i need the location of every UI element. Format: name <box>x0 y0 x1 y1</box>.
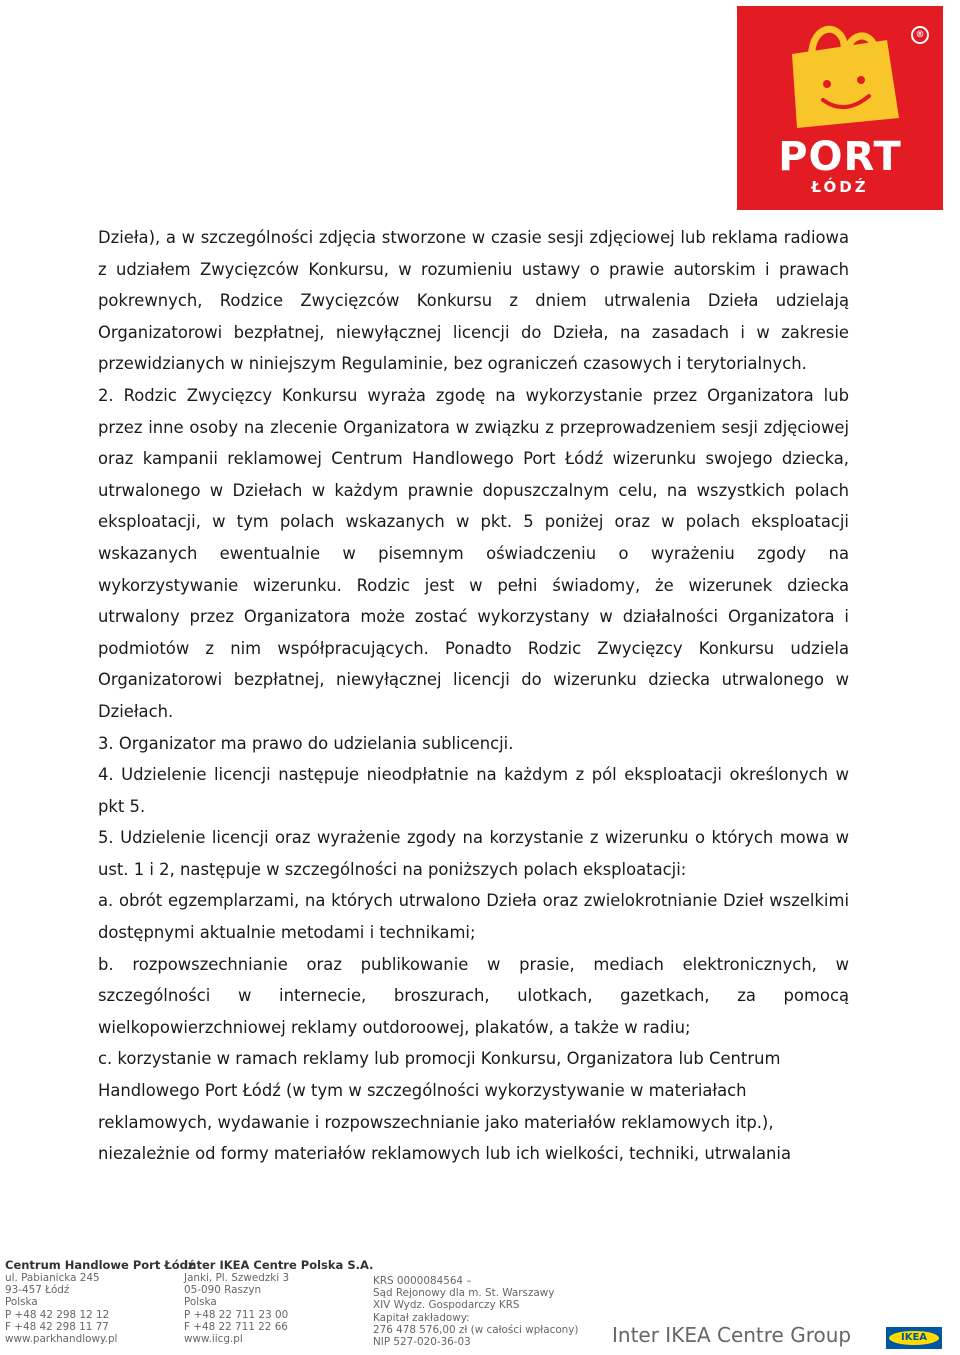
footer-address-ikea-centre <box>184 1258 373 1345</box>
ikea-logo <box>886 1327 942 1349</box>
footer-line: Sąd Rejonowy dla m. St. Warszawy <box>373 1287 555 1300</box>
paragraph: 4. Udzielenie licencji następuje nieodpłatnie na każdym z pól eksploatacji określonych w pkt 5. <box>98 765 849 816</box>
footer-line: KRS 0000084564 – <box>373 1275 472 1287</box>
footer-fax: F +48 22 711 22 66 <box>184 1320 288 1333</box>
paragraph: a. obrót egzemplarzami, na których utrwalono Dzieła oraz zwielokrotnianie Dzieł wszelkimi dostępnymi aktualnie metodami i technikami; <box>98 891 849 943</box>
footer-fax: F +48 42 298 11 77 <box>5 1320 109 1333</box>
port-lodz-logo <box>737 6 943 210</box>
footer-line: Kapitał zakładowy: <box>373 1311 470 1324</box>
footer-line: 05-090 Raszyn <box>184 1284 262 1297</box>
footer-phone: P +48 42 298 12 12 <box>5 1308 110 1321</box>
footer-line: 93-457 Łódź <box>5 1284 70 1297</box>
footer-line: Polska <box>5 1296 38 1309</box>
paragraph: 3. Organizator ma prawo do udzielania sublicencji. <box>98 733 514 753</box>
ikea-logo-text: IKEA <box>889 1331 939 1345</box>
footer-line: 276 478 576,00 zł (w całości wpłacony) <box>373 1323 579 1336</box>
paragraph: c. korzystanie w ramach reklamy lub promocji Konkursu, Organizatora lub Centrum Handlowego Port Łódź (w tym w szczególności wykorzystywanie w materiałach reklamowych, wydawanie i rozpowszechnianie jako materiałów reklamowych itp.), niezależnie od formy materiałów reklamowych lub ich wielkości, techniki, utrwalania <box>98 1049 792 1164</box>
footer-phone: P +48 22 711 23 00 <box>184 1308 289 1321</box>
page-footer <box>0 1248 960 1355</box>
paragraph: 2. Rodzic Zwycięzcy Konkursu wyraża zgodę na wykorzystanie przez Organizatora lub przez inne osoby na zlecenie Organizatora w związku z przeprowadzeniem sesji zdjęciowej oraz kampanii reklamowej Centrum Handlowego Port Łódź wizerunku swojego dziecka, utrwalonego w Dziełach w każdym prawnie dopuszczalnym celu, na wszystkich polach eksploatacji, w tym polach wskazanych w pkt. 5 poniżej oraz w polach eksploatacji wskazanych ewentualnie w pisemnym oświadczeniu o wyrażeniu zgody na wykorzystywanie wizerunku. Rodzic jest w pełni świadomy, że wizerunek dziecka utrwalony przez Organizatora może zostać wykorzystany w działalności Organizatora i podmiotów z nim współpracujących. Ponadto Rodzic Zwycięzcy Konkursu udziela Organizatorowi bezpłatnej, niewyłącznej licencji do wizerunku dziecka utrwalonego w Dziełach. <box>98 385 849 721</box>
group-name: Inter IKEA Centre Group <box>612 1323 852 1347</box>
logo-city: ŁÓDŹ <box>811 178 869 196</box>
shopping-bag-icon <box>737 6 943 136</box>
document-body <box>98 222 849 1170</box>
logo-brand: PORT <box>778 134 902 180</box>
footer-line: NIP 527-020-36-03 <box>373 1336 471 1349</box>
registered-mark: ® <box>911 26 929 44</box>
footer-address-port-lodz <box>5 1258 195 1345</box>
footer-line: ul. Pabianicka 245 <box>5 1272 100 1284</box>
footer-line: Janki, Pl. Szwedzki 3 <box>184 1272 290 1284</box>
paragraph: Dzieła), a w szczególności zdjęcia stworzone w czasie sesji zdjęciowej lub reklama radiowa z udziałem Zwycięzców Konkursu, w rozumieniu ustawy o prawie autorskim i prawach pokrewnych, Rodzice Zwycięzców Konkursu z dniem utrwalenia Dzieła udzielają Organizatorowi bezpłatnej, niewyłącznej licencji do Dzieła, na zasadach i w zakresie przewidzianych w niniejszym Regulaminie, bez ograniczeń czasowych i terytorialnych. <box>98 228 849 374</box>
footer-website-link[interactable]: www.iicg.pl <box>184 1333 243 1346</box>
footer-line: Polska <box>184 1296 217 1309</box>
footer-website-link[interactable]: www.parkhandlowy.pl <box>5 1333 118 1346</box>
footer-line: XIV Wydz. Gospodarczy KRS <box>373 1299 520 1312</box>
footer-company-name: Centrum Handlowe Port Łódź <box>5 1258 195 1272</box>
footer-registration-info <box>373 1275 578 1348</box>
paragraph: b. rozpowszechnianie oraz publikowanie w prasie, mediach elektronicznych, w szczególności w internecie, broszurach, ulotkach, gazetkach, za pomocą wielkopowierzchniowej reklamy outdoroowej, plakatów, a także w radiu; <box>98 954 849 1037</box>
footer-company-name: Inter IKEA Centre Polska S.A. <box>184 1258 374 1272</box>
paragraph: 5. Udzielenie licencji oraz wyrażenie zgody na korzystanie z wizerunku o których mowa w ust. 1 i 2, następuje w szczególności na poniższych polach eksploatacji: <box>98 828 849 879</box>
